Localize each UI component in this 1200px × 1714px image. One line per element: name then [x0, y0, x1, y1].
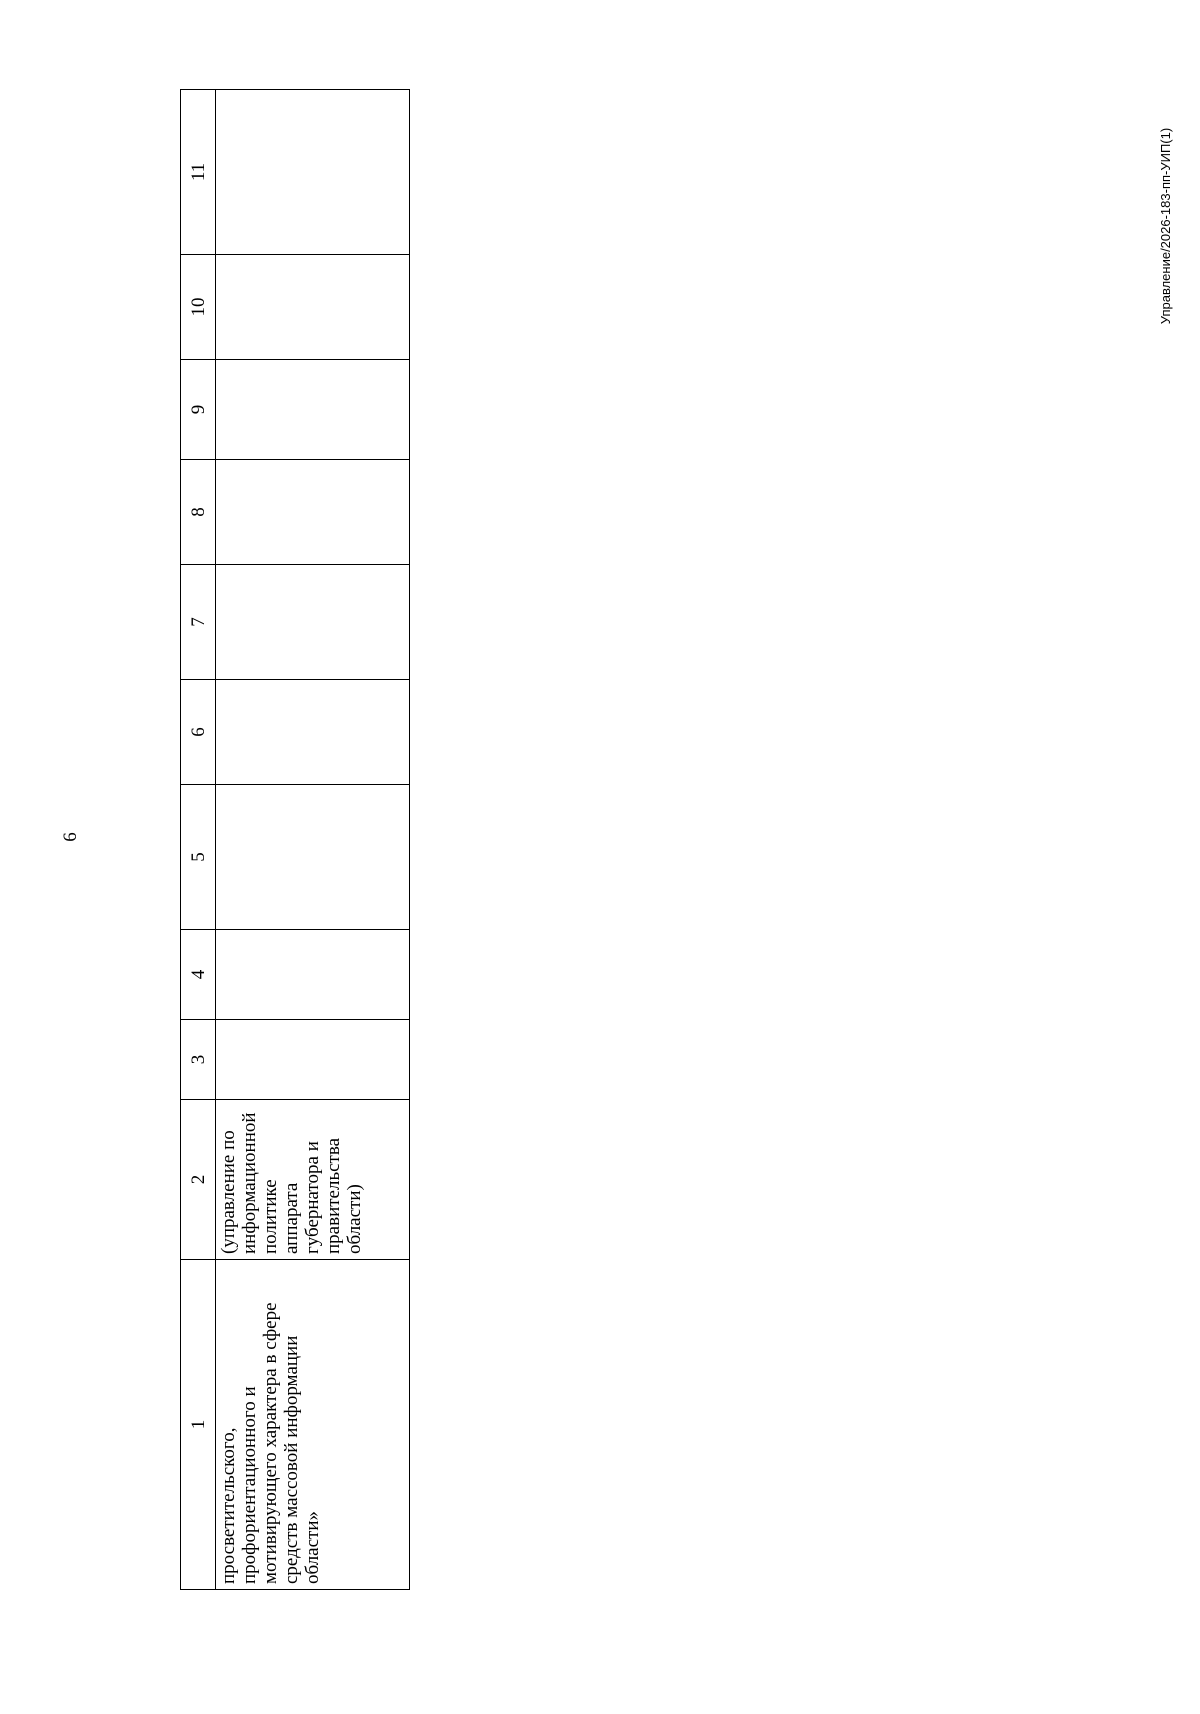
column-header: 9 [181, 360, 216, 460]
document-code: Управление/2026-183-пп-УИП(1) [1158, 127, 1173, 325]
column-header: 3 [181, 1020, 216, 1100]
column-header: 5 [181, 785, 216, 930]
data-table [180, 89, 410, 1590]
table-cell [216, 255, 410, 360]
column-header: 4 [181, 930, 216, 1020]
table-cell [216, 1020, 410, 1100]
table-row [216, 90, 410, 1590]
table-cell [216, 930, 410, 1020]
column-header: 1 [181, 1260, 216, 1590]
column-header: 2 [181, 1100, 216, 1260]
table-cell [216, 565, 410, 680]
table-header-row [181, 90, 216, 1590]
column-header: 11 [181, 90, 216, 255]
table-cell: (управление по информационной политике аппарата губернатора и правительства области) [216, 1100, 410, 1260]
table-cell [216, 90, 410, 255]
table-cell [216, 360, 410, 460]
table-cell [216, 680, 410, 785]
table-cell [216, 460, 410, 565]
column-header: 7 [181, 565, 216, 680]
column-header: 10 [181, 255, 216, 360]
table-cell [216, 785, 410, 930]
table-cell: просветительского, профориентационного и мотивирующего характера в сфере средств массовой информации области» [216, 1260, 410, 1590]
column-header: 6 [181, 680, 216, 785]
page-number: 6 [60, 832, 81, 842]
column-header: 8 [181, 460, 216, 565]
table-container [180, 90, 410, 1590]
